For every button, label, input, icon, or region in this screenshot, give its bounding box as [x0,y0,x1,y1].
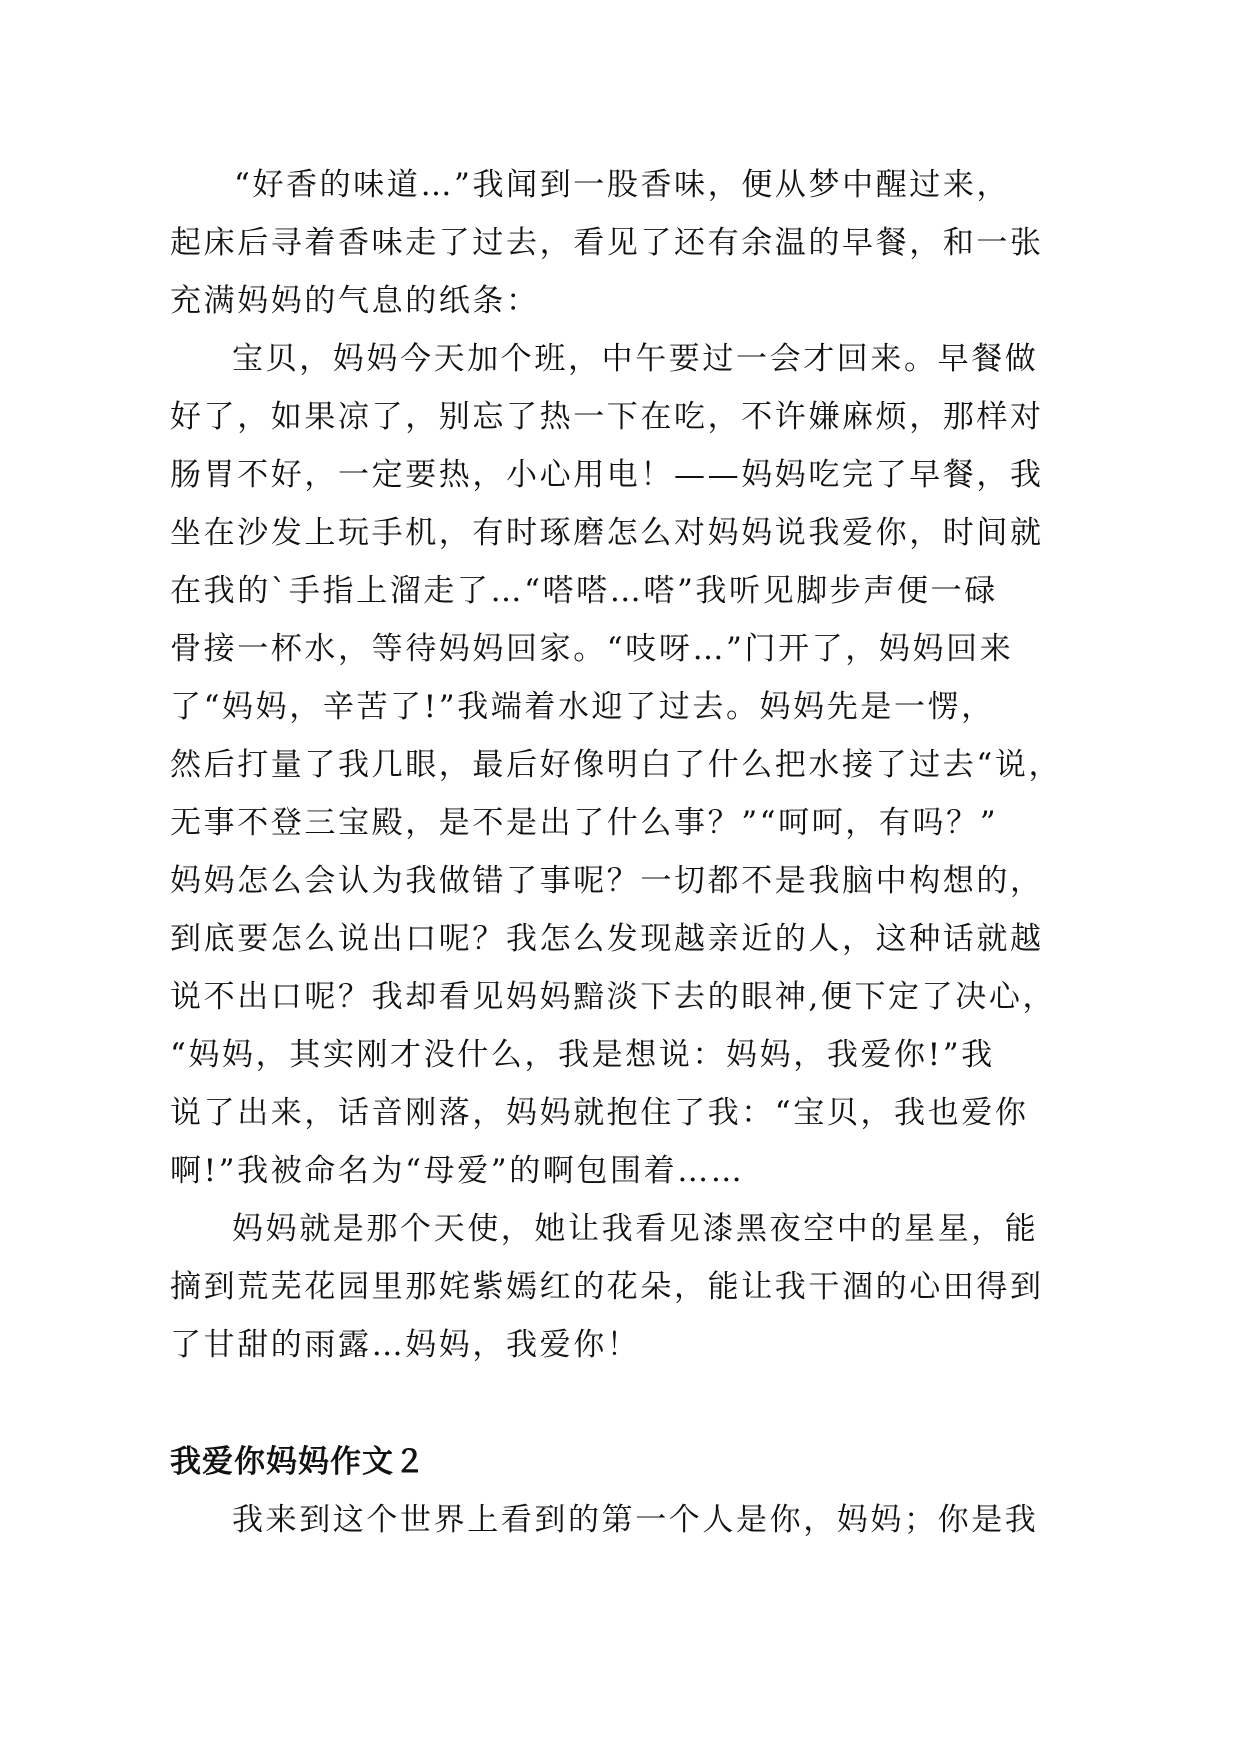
paragraph-3-line-2: 摘到荒芜花园里那姹紫嫣红的花朵，能让我干涸的心田得到 [170,1269,1044,1305]
paragraph-2-line-2: 好了，如果凉了，别忘了热一下在吃，不许嫌麻烦，那样对 [170,399,1044,435]
paragraph-2-line-8: 然后打量了我几眼，最后好像明白了什么把水接了过去“说， [170,747,1063,783]
paragraph-2-line-10: 妈妈怎么会认为我做错了事呢？一切都不是我脑中构想的， [170,863,1044,899]
paragraph-2-line-13: “妈妈，其实刚才没什么，我是想说：妈妈，我爱你!”我 [170,1037,995,1073]
paragraph-2-line-11: 到底要怎么说出口呢？我怎么发现越亲近的人，这种话就越 [170,921,1044,957]
paragraph-2-line-7: 了“妈妈，辛苦了!”我端着水迎了过去。妈妈先是一愣， [170,689,995,725]
paragraph-1-line-3: 充满妈妈的气息的纸条： [170,283,540,319]
paragraph-2-line-4: 坐在沙发上玩手机，有时琢磨怎么对妈妈说我爱你，时间就 [170,515,1044,551]
section-heading: 我爱你妈妈作文２ [170,1444,426,1480]
paragraph-2-line-1: 宝贝，妈妈今天加个班，中午要过一会才回来。早餐做 [232,341,1039,377]
paragraph-3-line-1: 妈妈就是那个天使，她让我看见漆黑夜空中的星星，能 [232,1211,1039,1247]
paragraph-2-line-5: 在我的`手指上溜走了…“嗒嗒…嗒”我听见脚步声便一碌 [170,573,998,609]
paragraph-3-line-3: 了甘甜的雨露…妈妈，我爱你！ [170,1327,641,1363]
paragraph-2-line-3: 肠胃不好，一定要热，小心用电！——妈妈吃完了早餐，我 [170,457,1044,493]
paragraph-2-line-6: 骨接一杯水，等待妈妈回家。“吱呀…”门开了，妈妈回来 [170,631,1014,667]
paragraph-2-line-9: 无事不登三宝殿，是不是出了什么事？”“呵呵，有吗？” [170,805,999,841]
paragraph-2-line-14: 说了出来，话音刚落，妈妈就抱住了我：“宝贝，我也爱你 [170,1095,1029,1131]
paragraph-2-line-15: 啊!”我被命名为“母爱”的啊包围着…… [170,1153,745,1189]
paragraph-1-line-2: 起床后寻着香味走了过去，看见了还有余温的早餐，和一张 [170,225,1044,261]
paragraph-2-line-12: 说不出口呢？我却看见妈妈黯淡下去的眼神,便下定了决心， [170,979,1057,1015]
paragraph-1-line-1: “好香的味道…”我闻到一股香味，便从梦中醒过来， [234,167,1011,203]
paragraph-4-line-1: 我来到这个世界上看到的第一个人是你，妈妈；你是我 [232,1502,1039,1538]
